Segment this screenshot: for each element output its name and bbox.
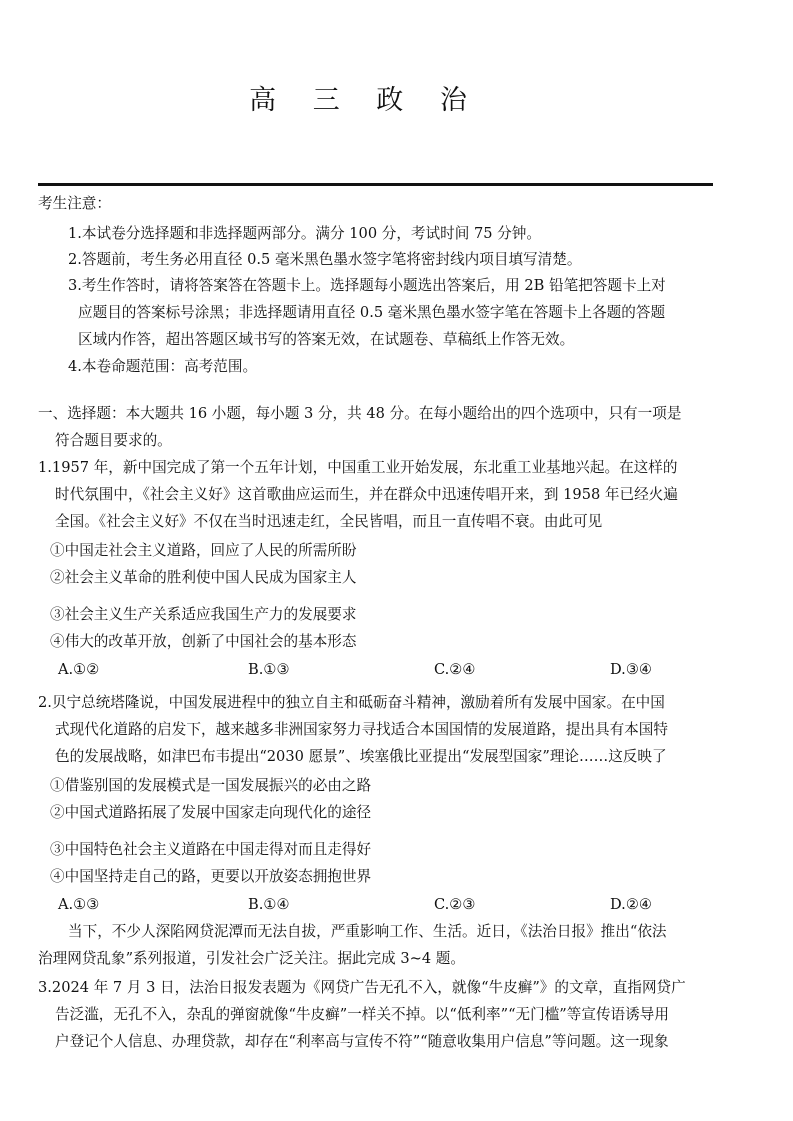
notice-item: 应题目的答案标号涂黑；非选择题请用直径 0.5 毫米黑色墨水签字笔在答题卡上各题的答题 [78, 304, 666, 321]
statement: ③社会主义生产关系适应我国生产力的发展要求 [50, 606, 357, 623]
option-c: C.②③ [434, 896, 476, 913]
section-heading: 符合题目要求的。 [55, 432, 172, 449]
statement: ④中国坚持走自己的路，更要以开放姿态拥抱世界 [50, 868, 372, 885]
notice-item: 区域内作答，超出答题区域书写的答案无效，在试题卷、草稿纸上作答无效。 [78, 331, 575, 348]
statement: ②中国式道路拓展了发展中国家走向现代化的途径 [50, 804, 372, 821]
notice-item: 1.本试卷分选择题和非选择题两部分。满分 100 分，考试时间 75 分钟。 [68, 225, 541, 242]
question-stem: 2.贝宁总统塔隆说，中国发展进程中的独立自主和砥砺奋斗精神，激励着所有发展中国家。在中国 [38, 694, 665, 711]
option-c: C.②④ [434, 661, 476, 678]
notice-item: 2.答题前，考生务必用直径 0.5 毫米黑色墨水签字笔将密封线内项目填写清楚。 [68, 251, 582, 268]
statement: ④伟大的改革开放，创新了中国社会的基本形态 [50, 633, 357, 650]
statement: ①中国走社会主义道路，回应了人民的所需所盼 [50, 542, 357, 559]
option-d: D.②④ [610, 896, 652, 913]
title-divider [38, 183, 713, 186]
material-text: 当下，不少人深陷网贷泥潭而无法自拔，严重影响工作、生活。近日，《法治日报》推出“依法 [68, 923, 667, 940]
question-stem: 户登记个人信息、办理贷款，却存在“利率高与宣传不符”“随意收集用户信息”等问题。这一现象 [55, 1033, 669, 1050]
option-d: D.③④ [610, 661, 652, 678]
option-b: B.①③ [248, 661, 290, 678]
statement: ①借鉴别国的发展模式是一国发展振兴的必由之路 [50, 777, 372, 794]
question-stem: 告泛滥，无孔不入，杂乱的弹窗就像“牛皮癣”一样关不掉。以“低利率”“无门槛”等宣传语诱导用 [55, 1006, 669, 1023]
page-title: 高 三 政 治 [249, 85, 481, 116]
question-stem: 时代氛围中，《社会主义好》这首歌曲应运而生，并在群众中迅速传唱开来，到 1958 年已经火遍 [55, 486, 678, 503]
question-stem: 3.2024 年 7 月 3 日，法治日报发表题为《网贷广告无孔不入，就像“牛皮癣”》的文章，直指网贷广 [38, 979, 686, 996]
option-a: A.①② [58, 661, 100, 678]
question-stem: 全国。《社会主义好》不仅在当时迅速走红，全民皆唱，而且一直传唱不衰。由此可见 [55, 513, 603, 530]
question-stem: 式现代化道路的启发下，越来越多非洲国家努力寻找适合本国国情的发展道路，提出具有本国特 [55, 721, 668, 738]
notice-item: 3.考生作答时，请将答案答在答题卡上。选择题每小题选出答案后，用 2B 铅笔把答题卡上对 [68, 277, 666, 294]
question-stem: 色的发展战略，如津巴布韦提出“2030 愿景”、埃塞俄比亚提出“发展型国家”理论……这反映了 [55, 748, 667, 765]
notice-item: 4.本卷命题范围：高考范围。 [68, 358, 258, 375]
material-text: 治理网贷乱象”系列报道，引发社会广泛关注。据此完成 3~4 题。 [38, 950, 465, 967]
statement: ③中国特色社会主义道路在中国走得对而且走得好 [50, 841, 372, 858]
option-b: B.①④ [248, 896, 290, 913]
section-heading: 一、选择题：本大题共 16 小题，每小题 3 分，共 48 分。在每小题给出的四个选项中，只有一项是 [38, 405, 682, 422]
notice-heading: 考生注意： [38, 195, 111, 212]
option-a: A.①③ [58, 896, 100, 913]
statement: ②社会主义革命的胜利使中国人民成为国家主人 [50, 569, 357, 586]
question-stem: 1.1957 年，新中国完成了第一个五年计划，中国重工业开始发展，东北重工业基地兴起。在这样的 [38, 459, 678, 476]
